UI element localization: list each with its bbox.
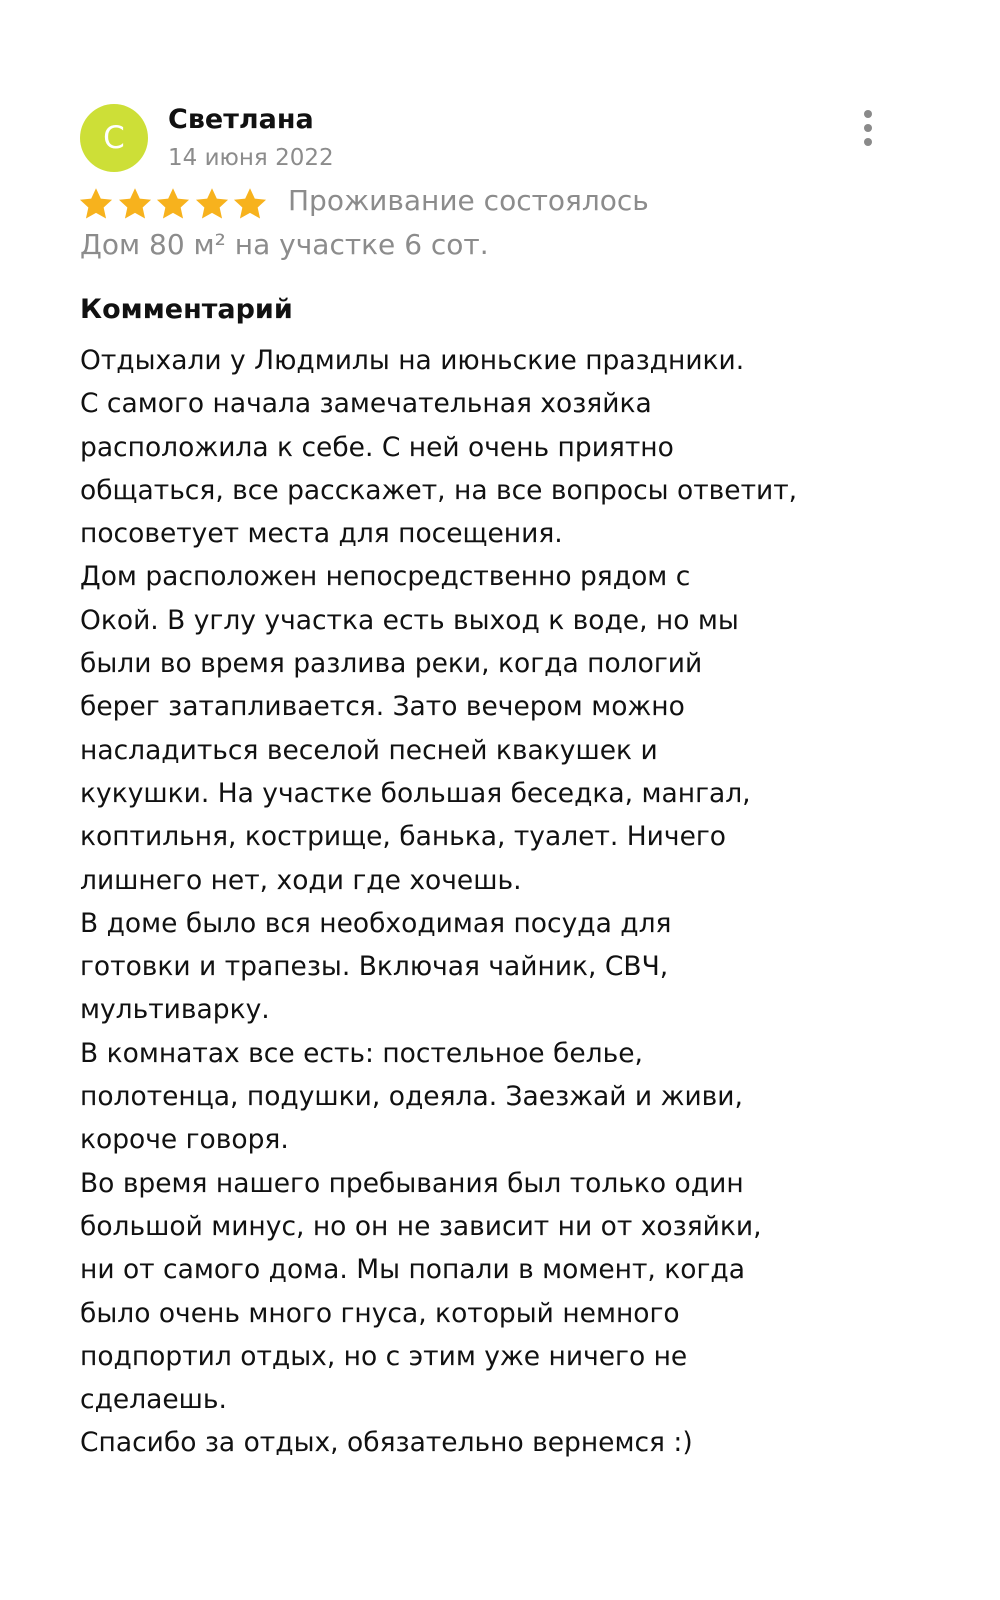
comment-line: мультиварку. (80, 994, 270, 1026)
comment-line: короче говоря. (80, 1124, 289, 1156)
rating-row (78, 182, 938, 226)
comment-line: были во время разлива реки, когда пологий (80, 648, 703, 680)
star-icon (78, 186, 114, 222)
star-icon (194, 186, 230, 222)
stay-status: Проживание состоялось (288, 184, 649, 217)
comment-line: сделаешь. (80, 1384, 227, 1416)
comment-line: подпортил отдых, но с этим уже ничего не (80, 1340, 688, 1372)
avatar: С (80, 104, 148, 172)
author-name[interactable]: Светлана (168, 104, 314, 135)
comment-line: было очень много гнуса, который немного (80, 1297, 680, 1329)
comment-line: большой минус, но он не зависит ни от хозяйки, (80, 1210, 762, 1242)
comment-line: лишнего нет, ходи где хочешь. (80, 864, 522, 896)
review-date: 14 июня 2022 (168, 145, 334, 171)
comment-line: кукушки. На участке большая беседка, мангал, (80, 777, 751, 809)
comment-line: Дом расположен непосредственно рядом с (80, 561, 691, 593)
comment-line: берег затапливается. Зато вечером можно (80, 691, 685, 723)
comment-line: общаться, все расскажет, на все вопросы ответит, (80, 474, 798, 506)
comment-line: В комнатах все есть: постельное белье, (80, 1037, 643, 1069)
property-description: Дом 80 м² на участке 6 сот. (80, 228, 489, 261)
comment-line: насладиться веселой песней квакушек и (80, 734, 658, 766)
comment-line: Во время нашего пребывания был только один (80, 1167, 744, 1199)
comment-text (80, 339, 940, 1465)
more-vertical-icon (864, 110, 872, 118)
more-vertical-icon (864, 138, 872, 146)
comment-line: В доме было вся необходимая посуда для (80, 907, 672, 939)
review-header (80, 104, 920, 174)
comment-heading: Комментарий (80, 294, 293, 325)
more-options-button[interactable] (850, 108, 886, 148)
comment-line: Окой. В углу участка есть выход к воде, но мы (80, 604, 739, 636)
comment-line: посоветует места для посещения. (80, 518, 563, 550)
star-icon (155, 186, 191, 222)
comment-line: полотенца, подушки, одеяла. Заезжай и живи, (80, 1081, 743, 1113)
comment-line: Спасибо за отдых, обязательно вернемся :) (80, 1427, 693, 1459)
star-icon (232, 186, 268, 222)
star-icon (117, 186, 153, 222)
comment-line: расположила к себе. С ней очень приятно (80, 431, 674, 463)
comment-line: С самого начала замечательная хозяйка (80, 388, 652, 420)
comment-line: ни от самого дома. Мы попали в момент, когда (80, 1254, 745, 1286)
comment-line: готовки и трапезы. Включая чайник, СВЧ, (80, 951, 669, 983)
more-vertical-icon (864, 124, 872, 132)
comment-line: Отдыхали у Людмилы на июньские праздники. (80, 345, 745, 376)
comment-line: коптильня, кострище, банька, туалет. Ничего (80, 821, 727, 853)
